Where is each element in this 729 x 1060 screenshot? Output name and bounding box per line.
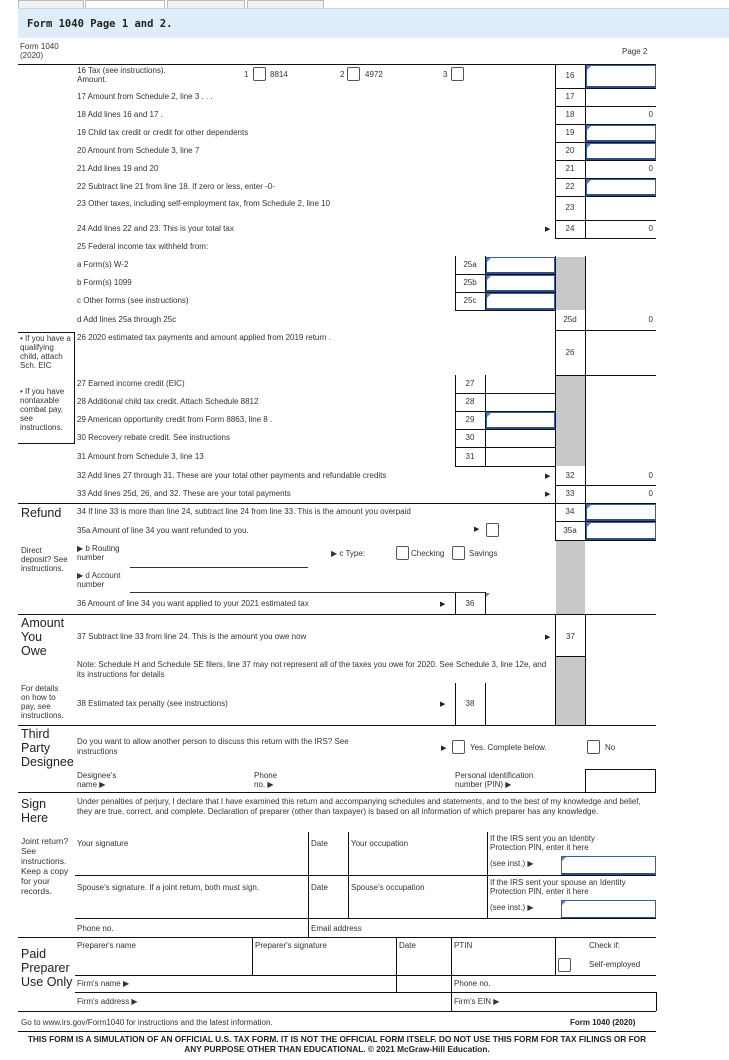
divider bbox=[485, 375, 486, 393]
divider bbox=[485, 429, 486, 447]
line-25c-input[interactable] bbox=[486, 293, 555, 310]
divider bbox=[455, 447, 555, 448]
payment-details-note: For details on how to pay, see instructions. bbox=[21, 684, 64, 720]
divider bbox=[585, 411, 586, 429]
line-label: 28 Additional child tax credit. Attach Schedule 8812 bbox=[77, 397, 259, 406]
line-box-21: 21 bbox=[565, 164, 575, 173]
firm-name-label: Firm's name ▶ bbox=[77, 979, 130, 988]
routing-label: ▶ b Routing number bbox=[77, 544, 120, 562]
divider bbox=[585, 196, 586, 220]
line-label: 21 Add lines 19 and 20 bbox=[77, 164, 159, 173]
line-label: 30 Recovery rebate credit. See instructions bbox=[77, 433, 230, 442]
eic-note: • If you have a qualifying child, attach Sch. EIC bbox=[20, 334, 71, 370]
page-number: Page 2 bbox=[622, 47, 648, 56]
divider bbox=[585, 393, 586, 411]
line-box-27: 27 bbox=[465, 379, 475, 388]
line-34-input[interactable] bbox=[586, 504, 656, 521]
designee-question: Do you want to allow another person to discuss this return with the IRS? See instructions bbox=[77, 737, 349, 756]
form-year: (2020) bbox=[20, 51, 44, 60]
line-label: 25 Federal income tax withheld from: bbox=[77, 242, 209, 251]
designee-yes-checkbox[interactable] bbox=[452, 740, 465, 754]
declaration: Under penalties of perjury, I declare that I have examined this return and accompanying schedules and statements, and to the best of my knowledge and belief, they are true, correct, and complete. Declaration of preparer (other than taxpayer) is based on all information of which preparer has any knowledge. bbox=[77, 797, 641, 816]
designee-phone-label: Phone no. ▶ bbox=[254, 771, 278, 789]
your-occupation-label: Your occupation bbox=[351, 839, 409, 848]
line-box-20: 20 bbox=[565, 146, 575, 155]
date-label: Date bbox=[311, 839, 328, 848]
section-title: Form 1040 Page 1 and 2. bbox=[27, 18, 173, 30]
line-label: 17 Amount from Schedule 2, line 3 . . . bbox=[77, 92, 213, 101]
line-box-25d: 25d bbox=[563, 315, 577, 324]
line-16-input[interactable] bbox=[586, 65, 656, 88]
simulation-disclaimer: THIS FORM IS A SIMULATION OF AN OFFICIAL U.S. TAX FORM. IT IS NOT THE OFFICIAL FORM ITSELF. DO NOT USE THIS FORM FOR TAX FILINGS OR FOR ANY PURPOSE OTHER THAN EDUCATIONAL. © 2021 McGraw-Hill Education. bbox=[27, 1034, 647, 1054]
divider bbox=[555, 106, 656, 107]
option-3-num: 3 bbox=[443, 70, 448, 79]
line-label: b Form(s) 1099 bbox=[77, 278, 132, 287]
refund-heading: Refund bbox=[21, 506, 62, 520]
line-box-29: 29 bbox=[465, 415, 475, 424]
designee-pin-label: Personal identification number (PIN) ▶ bbox=[455, 771, 534, 789]
line-label: 27 Earned income credit (EIC) bbox=[77, 379, 185, 388]
line-box-22: 22 bbox=[565, 182, 575, 191]
divider bbox=[585, 447, 586, 466]
line-label: 29 American opportunity credit from Form 8863, line 8 . bbox=[77, 415, 273, 424]
preparer-name-label: Preparer's name bbox=[77, 941, 136, 950]
spouse-occupation-label: Spouse's occupation bbox=[351, 883, 425, 892]
line-35a-input[interactable] bbox=[586, 522, 656, 540]
combat-note: • If you have nontaxable combat pay, see instructions. bbox=[20, 387, 65, 432]
see-inst-label: (see inst.) ▶ bbox=[490, 859, 534, 868]
line-20-input[interactable] bbox=[586, 143, 656, 160]
account-label: ▶ d Account number bbox=[77, 571, 121, 589]
section-header bbox=[18, 8, 729, 38]
line-box-16: 16 bbox=[565, 71, 575, 80]
check-if-label: Check if: bbox=[589, 941, 621, 950]
line-label: 23 Other taxes, including self-employment tax, from Schedule 2, line 10 bbox=[77, 199, 331, 208]
footer-instructions: Go to www.irs.gov/Form1040 for instructions and the latest information. bbox=[21, 1018, 273, 1027]
line-box-19: 19 bbox=[565, 128, 575, 137]
divider bbox=[585, 429, 586, 447]
ippin-label: If the IRS sent you an Identity Protection PIN, enter it here bbox=[490, 834, 595, 852]
divider bbox=[585, 375, 586, 393]
line-label: 31 Amount from Schedule 3, line 13 bbox=[77, 451, 204, 461]
line-label: 20 Amount from Schedule 3, line 7 bbox=[77, 146, 200, 155]
option-2-num: 2 bbox=[340, 70, 345, 79]
divider bbox=[555, 220, 656, 221]
line-box-18: 18 bbox=[565, 110, 575, 119]
joint-return-note: Joint return? See instructions. Keep a copy for your records. bbox=[21, 836, 69, 896]
line-label: 22 Subtract line 21 from line 18. If zero or less, enter -0- bbox=[77, 182, 275, 191]
spouse-signature-label: Spouse's signature. If a joint return, both must sign. bbox=[77, 883, 260, 892]
line-box-32: 32 bbox=[565, 470, 575, 480]
line-24-amount[interactable]: 0 bbox=[648, 224, 653, 233]
schedule-note: Note: Schedule H and Schedule SE filers, line 37 may not represent all of the taxes you owe for 2020. See Schedule 3, line 12e, and its instructions for details bbox=[77, 660, 547, 679]
form-4972-checkbox[interactable] bbox=[347, 67, 360, 81]
sign-here-heading: Sign Here bbox=[21, 797, 49, 825]
line-36-box: 36 bbox=[465, 599, 475, 608]
ippin-input[interactable] bbox=[561, 856, 656, 875]
phone-label: Phone no. bbox=[77, 924, 114, 933]
line-25d-amount[interactable]: 0 bbox=[648, 315, 653, 324]
form-name: Form 1040 bbox=[20, 42, 59, 51]
line-box-25b: 25b bbox=[463, 278, 477, 287]
line-label: 32 Add lines 27 through 31. These are your total other payments and refundable credits bbox=[77, 470, 387, 480]
line-box-31: 31 bbox=[465, 451, 475, 461]
line-37-label: 37 Subtract line 33 from line 24. This is the amount you owe now bbox=[77, 632, 307, 641]
divider bbox=[455, 310, 555, 311]
line-box-30: 30 bbox=[465, 433, 475, 442]
line-box-26: 26 bbox=[565, 347, 575, 357]
divider bbox=[555, 330, 656, 331]
designee-no-checkbox[interactable] bbox=[587, 740, 600, 754]
line-33-amount[interactable]: 0 bbox=[648, 489, 653, 498]
firm-address-label: Firm's address ▶ bbox=[77, 997, 138, 1006]
line-label: 19 Child tax credit or credit for other dependents bbox=[77, 128, 249, 137]
line-25a-input[interactable] bbox=[486, 257, 555, 274]
checking-checkbox[interactable] bbox=[396, 546, 409, 560]
firm-phone-label: Phone no. bbox=[454, 979, 491, 988]
arrow-icon: ▶ bbox=[545, 472, 551, 480]
your-signature-label: Your signature bbox=[77, 839, 129, 848]
paid-preparer-heading: Paid Preparer Use Only bbox=[21, 947, 73, 989]
line-19-input[interactable] bbox=[586, 125, 656, 142]
divider bbox=[455, 393, 555, 394]
line-box-25a: 25a bbox=[463, 260, 477, 269]
line-label: a Form(s) W-2 bbox=[77, 260, 129, 269]
checking-label: Checking bbox=[411, 549, 445, 558]
preparer-signature-label: Preparer's signature bbox=[255, 941, 327, 950]
line-box-17: 17 bbox=[565, 92, 575, 101]
type-label: ▶ c Type: bbox=[331, 549, 366, 558]
divider bbox=[485, 393, 486, 411]
arrow-icon: ▶ bbox=[545, 226, 551, 233]
line-38-label: 38 Estimated tax penalty (see instructions) bbox=[77, 699, 228, 708]
option-2-label: 4972 bbox=[365, 70, 383, 79]
divider bbox=[455, 429, 555, 430]
form-8814-checkbox[interactable] bbox=[253, 67, 266, 81]
arrow-icon: ▶ bbox=[545, 491, 551, 498]
line-16-amount: Amount. bbox=[77, 75, 107, 84]
line-21-amount[interactable]: 0 bbox=[648, 164, 653, 173]
line-label: 34 If line 33 is more than line 24, subtract line 24 from line 33. This is the amount you overpaid bbox=[77, 507, 411, 516]
designee-name-label: Designee's name ▶ bbox=[77, 771, 117, 789]
line-18-amount[interactable]: 0 bbox=[648, 110, 653, 119]
divider bbox=[585, 274, 586, 292]
divider bbox=[555, 485, 656, 486]
line-25b-input[interactable] bbox=[486, 275, 555, 292]
line-box-34: 34 bbox=[565, 507, 575, 516]
email-label: Email address bbox=[311, 924, 362, 933]
line-38-box: 38 bbox=[465, 699, 475, 708]
designee-yes-label: Yes. Complete below. bbox=[470, 743, 547, 752]
refund-checkbox[interactable] bbox=[486, 523, 499, 537]
preparer-date-label: Date bbox=[399, 941, 416, 950]
line-36-label: 36 Amount of line 34 you want applied to your 2021 estimated tax bbox=[77, 599, 309, 608]
designee-pin-input[interactable] bbox=[585, 769, 656, 793]
savings-checkbox[interactable] bbox=[452, 546, 465, 560]
line-16-label: 16 Tax (see instructions). bbox=[77, 66, 166, 75]
line-box-33: 33 bbox=[565, 489, 575, 498]
line-label: 18 Add lines 16 and 17 . bbox=[77, 110, 163, 119]
line-label: 35a Amount of line 34 you want refunded to you. bbox=[77, 525, 249, 535]
line-box-24: 24 bbox=[565, 224, 575, 233]
line-box-28: 28 bbox=[465, 397, 475, 406]
divider bbox=[585, 330, 586, 375]
spouse-see-inst-label: (see inst.) ▶ bbox=[490, 903, 534, 912]
divider bbox=[585, 256, 586, 274]
third-party-heading: Third Party Designee bbox=[21, 727, 74, 769]
option-3-checkbox[interactable] bbox=[451, 67, 464, 81]
divider bbox=[585, 292, 586, 310]
direct-deposit-note: Direct deposit? See instructions. bbox=[21, 546, 68, 573]
footer-form: Form 1040 (2020) bbox=[570, 1018, 636, 1027]
self-employed-label: Self-employed bbox=[589, 960, 641, 969]
firm-ein-label: Firm's EIN ▶ bbox=[454, 997, 500, 1006]
divider bbox=[485, 447, 486, 466]
divider bbox=[585, 88, 586, 106]
line-36-input[interactable] bbox=[486, 593, 555, 614]
line-29-input[interactable] bbox=[486, 412, 555, 429]
line-label: 33 Add lines 25d, 26, and 32. These are your total payments bbox=[77, 489, 291, 498]
divider bbox=[555, 88, 656, 89]
amount-owe-heading: Amount You Owe bbox=[21, 616, 65, 658]
line-label: 24 Add lines 22 and 23. This is your total tax bbox=[77, 224, 234, 233]
line-37-box: 37 bbox=[566, 632, 575, 641]
line-label: c Other forms (see instructions) bbox=[77, 296, 189, 305]
line-box-23: 23 bbox=[565, 203, 575, 212]
line-22-input[interactable] bbox=[586, 179, 656, 196]
line-box-25c: 25c bbox=[463, 296, 477, 305]
option-1-num: 1 bbox=[244, 70, 249, 79]
line-label: 26 2020 estimated tax payments and amount applied from 2019 return . bbox=[77, 333, 331, 342]
line-label: d Add lines 25a through 25c bbox=[77, 315, 177, 324]
divider bbox=[555, 196, 656, 197]
line-box-35a: 35a bbox=[563, 525, 577, 535]
option-1-label: 8814 bbox=[270, 70, 288, 79]
spouse-ippin-input[interactable] bbox=[561, 900, 656, 919]
ptin-label: PTIN bbox=[454, 941, 473, 950]
designee-no-label: No bbox=[605, 743, 616, 752]
spouse-ippin-label: If the IRS sent your spouse an Identity Protection PIN, enter it here bbox=[490, 878, 626, 896]
spouse-date-label: Date bbox=[311, 883, 328, 892]
savings-label: Savings bbox=[469, 549, 498, 558]
self-employed-checkbox[interactable] bbox=[558, 958, 571, 972]
line-32-amount[interactable]: 0 bbox=[648, 470, 653, 480]
divider bbox=[455, 466, 555, 467]
divider bbox=[555, 238, 656, 239]
divider bbox=[555, 160, 656, 161]
